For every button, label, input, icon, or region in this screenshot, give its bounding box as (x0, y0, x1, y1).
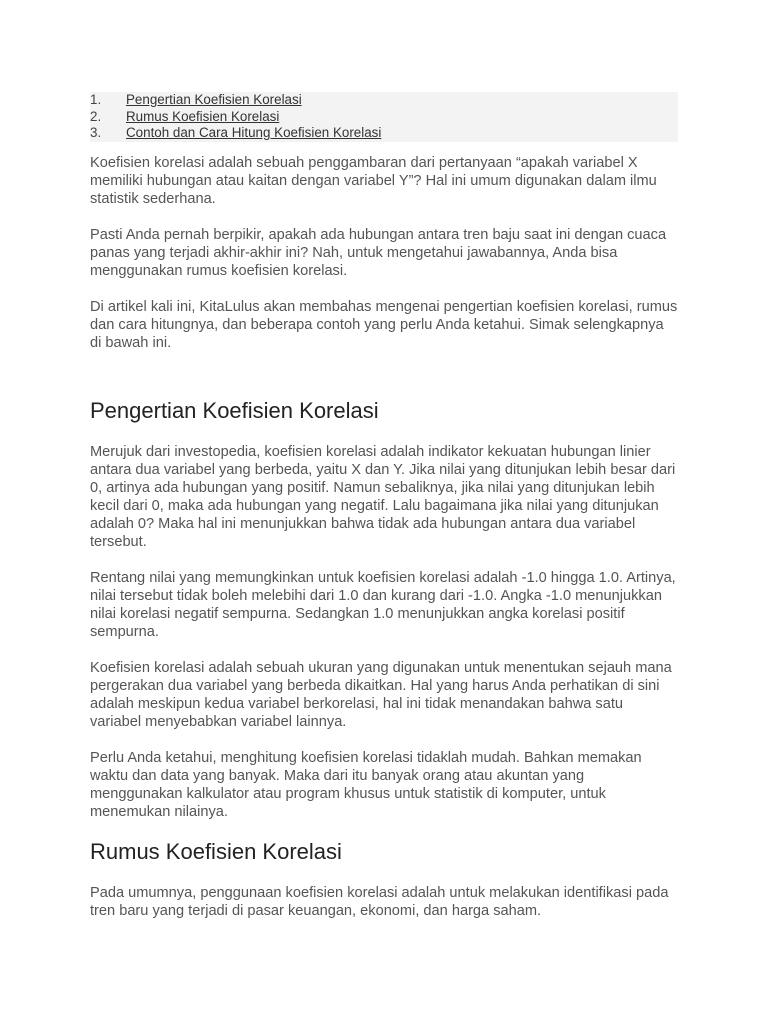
pengertian-paragraph-1: Merujuk dari investopedia, koefisien korelasi adalah indikator kekuatan hubungan linier antara dua variabel yang berbeda, yaitu X dan Y. Jika nilai yang ditunjukan lebih besar dari 0, artinya ada hubungan yang positif. Namun sebaliknya, jika nilai yang ditunjukan lebih kecil dari 0, maka ada hubungan yang negatif. Lalu bagaimana jika nilai yang ditunjukan adalah 0? Maka hal ini menunjukkan bahwa tidak ada hubungan antara dua variabel tersebut. (90, 443, 676, 550)
pengertian-paragraph-4: Perlu Anda ketahui, menghitung koefisien korelasi tidaklah mudah. Bahkan memakan waktu dan data yang banyak. Maka dari itu banyak orang atau akuntan yang menggunakan kalkulator atau program khusus untuk statistik di komputer, untuk menemukan nilainya. (90, 749, 642, 820)
pengertian-paragraph-3: Koefisien korelasi adalah sebuah ukuran yang digunakan untuk menentukan sejauh mana pergerakan dua variabel yang berbeda dikaitkan. Hal yang harus Anda perhatikan di sini adalah meskipun kedua variabel berkorelasi, hal ini tidak menandakan bahwa satu variabel menyebabkan variabel lainnya. (90, 659, 672, 730)
toc-link-contoh[interactable]: Contoh dan Cara Hitung Koefisien Korelasi (126, 125, 382, 140)
section-heading-pengertian: Pengertian Koefisien Korelasi (90, 397, 379, 423)
intro-paragraph-1: Koefisien korelasi adalah sebuah penggambaran dari pertanyaan “apakah variabel X memiliki hubungan atau kaitan dengan variabel Y”? Hal ini umum digunakan dalam ilmu statistik sederhana. (90, 154, 657, 207)
toc-number: 3. (90, 125, 102, 140)
rumus-paragraph-1: Pada umumnya, penggunaan koefisien korelasi adalah untuk melakukan identifikasi pada tren baru yang terjadi di pasar keuangan, ekonomi, dan harga saham. (90, 884, 669, 919)
table-of-contents (90, 92, 678, 142)
toc-item-rumus (90, 109, 678, 126)
toc-item-contoh (90, 125, 678, 142)
toc-number: 2. (90, 108, 102, 124)
toc-item-pengertian (90, 92, 678, 109)
intro-paragraph-2: Pasti Anda pernah berpikir, apakah ada hubungan antara tren baju saat ini dengan cuaca panas yang terjadi akhir-akhir ini? Nah, untuk mengetahui jawabannya, Anda bisa menggunakan rumus koefisien korelasi. (90, 226, 667, 279)
toc-number: 1. (90, 92, 102, 107)
section-heading-rumus: Rumus Koefisien Korelasi (90, 838, 342, 864)
article (90, 92, 678, 938)
intro-paragraph-3: Di artikel kali ini, KitaLulus akan membahas mengenai pengertian koefisien korelasi, rumus dan cara hitungnya, dan beberapa contoh yang perlu Anda ketahui. Simak selengkapnya di bawah ini. (90, 298, 678, 351)
toc-link-pengertian[interactable]: Pengertian Koefisien Korelasi (126, 92, 302, 107)
pengertian-paragraph-2: Rentang nilai yang memungkinkan untuk koefisien korelasi adalah -1.0 hingga 1.0. Artinya, nilai tersebut tidak boleh melebihi dari 1.0 dan kurang dari -1.0. Angka -1.0 menunjukkan nilai korelasi negatif sempurna. Sedangkan 1.0 menunjukkan angka korelasi positif sempurna. (90, 569, 676, 640)
toc-link-rumus[interactable]: Rumus Koefisien Korelasi (126, 108, 280, 124)
